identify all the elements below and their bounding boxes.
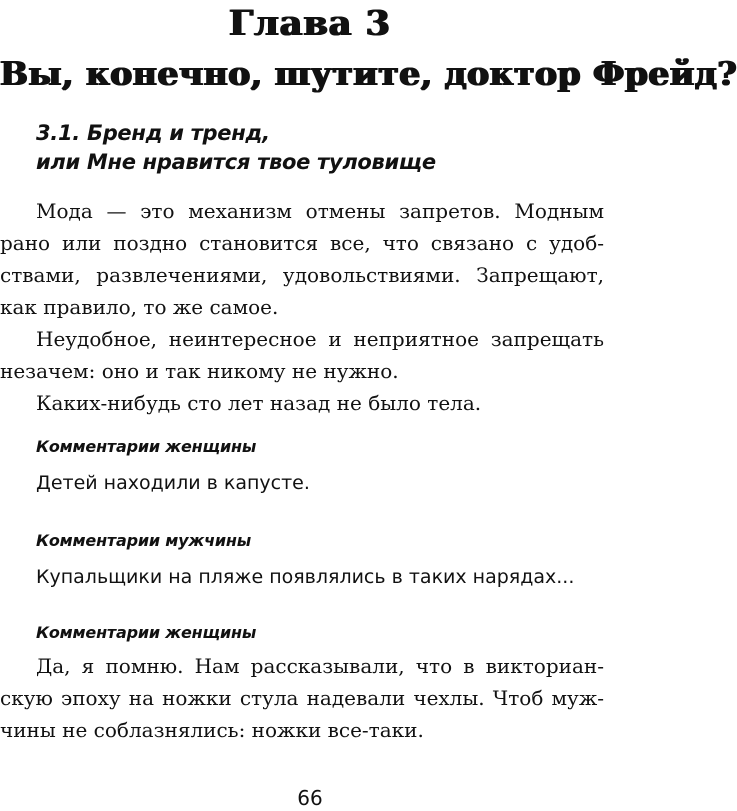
comment-text: Да, я помню. Нам рассказывали, что в викторианскую эпоху на ножки стула надевали чехлы. Чтоб мужчины не соблазнялись: ножки все-таки. xyxy=(0,654,604,742)
section-heading-line-1: 3.1. Бренд и тренд, xyxy=(36,121,270,145)
comment-heading: Комментарии мужчины xyxy=(36,531,251,550)
paragraph: Мода — это механизм отмены запретов. Модным рано или поздно становится все, что связано с удобствами, развлечениями, удовольствиями. Запрещают, как правило, то же самое. xyxy=(0,199,604,319)
section-heading-line-2: или Мне нравится твое туловище xyxy=(36,150,436,174)
main-text xyxy=(0,195,604,419)
page-number: 66 xyxy=(297,786,323,810)
comment-heading: Комментарии женщины xyxy=(36,437,257,456)
paragraph: Неудобное, неинтересное и неприятное запрещать незачем: оно и так никому не нужно. xyxy=(0,327,604,383)
section-heading xyxy=(36,119,596,177)
chapter-title: Вы, конечно, шутите, доктор Фрейд? xyxy=(0,54,737,93)
comment-text: Детей находили в капусте. xyxy=(36,472,310,494)
comment-text: Купальщики на пляже появлялись в таких нарядах... xyxy=(36,566,575,588)
comment-text-block xyxy=(0,650,604,746)
paragraph: Каких-нибудь сто лет назад не было тела. xyxy=(36,391,482,415)
comment-heading: Комментарии женщины xyxy=(36,623,257,642)
chapter-label: Глава 3 xyxy=(228,3,392,44)
